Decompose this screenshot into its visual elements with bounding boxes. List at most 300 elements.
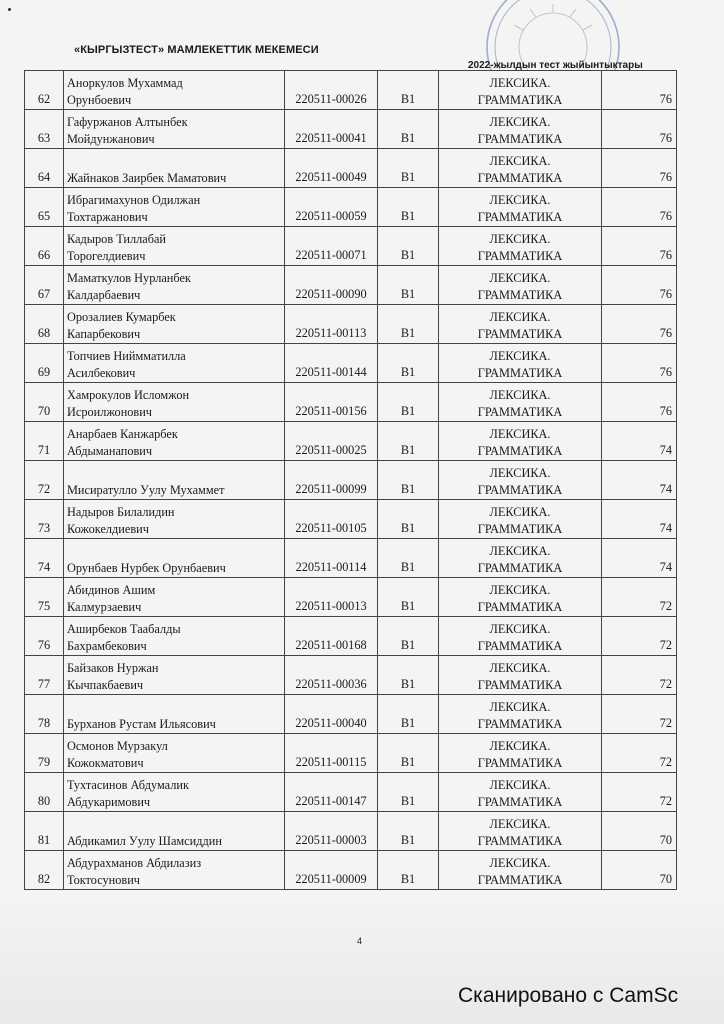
- candidate-code-text: 220511-00113: [295, 326, 367, 340]
- subject-text: ГРАММАТИКА: [477, 444, 563, 458]
- candidate-code: [285, 110, 378, 149]
- person-name: [64, 539, 285, 578]
- row-number-text: 79: [37, 755, 51, 769]
- score-text: 76: [659, 92, 672, 106]
- row-number: [25, 227, 64, 266]
- candidate-code: [285, 500, 378, 539]
- table-row: [25, 461, 677, 500]
- score: [602, 149, 677, 188]
- score-text: 76: [659, 170, 672, 184]
- row-number: [25, 383, 64, 422]
- person-name-text: Кадыров Тиллабай: [67, 232, 167, 246]
- subject-text: ЛЕКСИКА.: [489, 427, 551, 441]
- person-name-text: Анарбаев Канжарбек: [67, 427, 178, 441]
- score: [602, 773, 677, 812]
- level: [378, 266, 439, 305]
- subject: [439, 773, 602, 812]
- subject: [439, 227, 602, 266]
- level: [378, 71, 439, 110]
- person-name: [64, 110, 285, 149]
- subject-text: ГРАММАТИКА: [477, 171, 563, 185]
- score-text: 76: [659, 248, 672, 262]
- score: [602, 539, 677, 578]
- person-name-text: Орунбоевич: [67, 93, 132, 107]
- score: [602, 617, 677, 656]
- person-name: [64, 188, 285, 227]
- row-number: [25, 734, 64, 773]
- level: [378, 656, 439, 695]
- subject-text: ГРАММАТИКА: [477, 756, 563, 770]
- person-name-text: Токтосунович: [67, 873, 140, 887]
- subject-text: ЛЕКСИКА.: [489, 739, 551, 753]
- person-name-text: Торогелдиевич: [67, 249, 146, 263]
- person-name-text: Маматкулов Нурланбек: [67, 271, 191, 285]
- row-number-text: 73: [37, 521, 51, 535]
- subject-text: ГРАММАТИКА: [477, 366, 563, 380]
- subject: [439, 305, 602, 344]
- level: [378, 539, 439, 578]
- subject-text: ЛЕКСИКА.: [489, 544, 551, 558]
- level: [378, 110, 439, 149]
- row-number-text: 77: [37, 677, 51, 691]
- person-name: [64, 461, 285, 500]
- person-name-text: Орозалиев Кумарбек: [67, 310, 176, 324]
- person-name-text: Тухтасинов Абдумалик: [67, 778, 189, 792]
- row-number-text: 68: [37, 326, 51, 340]
- subject-text: ГРАММАТИКА: [477, 561, 563, 575]
- table-row: [25, 617, 677, 656]
- person-name-text: Капарбекович: [67, 327, 141, 341]
- score-text: 76: [659, 326, 672, 340]
- candidate-code: [285, 539, 378, 578]
- person-name: [64, 305, 285, 344]
- score-text: 74: [659, 521, 672, 535]
- scan-watermark: Сканировано с CamSc: [458, 984, 679, 1007]
- level: [378, 422, 439, 461]
- candidate-code: [285, 461, 378, 500]
- subject: [439, 539, 602, 578]
- candidate-code: [285, 305, 378, 344]
- level-text: B1: [400, 677, 416, 691]
- table-row: [25, 227, 677, 266]
- person-name-text: Абдурахманов Абдилазиз: [67, 856, 202, 870]
- subject-text: ЛЕКСИКА.: [489, 76, 551, 90]
- table-row: [25, 422, 677, 461]
- subject-text: ГРАММАТИКА: [477, 483, 563, 497]
- score-text: 72: [659, 638, 672, 652]
- candidate-code-text: 220511-00009: [295, 872, 367, 886]
- subject-text: ЛЕКСИКА.: [489, 271, 551, 285]
- row-number-text: 74: [37, 560, 51, 574]
- row-number-text: 80: [37, 794, 51, 808]
- candidate-code-text: 220511-00003: [295, 833, 367, 847]
- subject: [439, 851, 602, 890]
- person-name-text: Абдикамил Уулу Шамсиддин: [67, 834, 222, 848]
- score-text: 74: [659, 443, 672, 457]
- subject-text: ЛЕКСИКА.: [489, 193, 551, 207]
- level-text: B1: [400, 92, 416, 106]
- score-text: 76: [659, 209, 672, 223]
- person-name-text: Асилбекович: [67, 366, 136, 380]
- subject: [439, 71, 602, 110]
- score: [602, 110, 677, 149]
- subject: [439, 188, 602, 227]
- table-row: [25, 812, 677, 851]
- subject: [439, 656, 602, 695]
- row-number: [25, 110, 64, 149]
- candidate-code-text: 220511-00115: [295, 755, 367, 769]
- score-text: 72: [659, 599, 672, 613]
- person-name-text: Аноркулов Мухаммад: [67, 76, 183, 90]
- score-text: 76: [659, 365, 672, 379]
- score-text: 70: [659, 833, 672, 847]
- subject: [439, 110, 602, 149]
- level-text: B1: [400, 326, 416, 340]
- person-name-text: Топчиев Ниймматилла: [67, 349, 186, 363]
- subject-text: ГРАММАТИКА: [477, 93, 563, 107]
- subject-text: ЛЕКСИКА.: [489, 310, 551, 324]
- level: [378, 851, 439, 890]
- person-name-text: Исроилжонович: [67, 405, 152, 419]
- table-row: [25, 773, 677, 812]
- person-name-text: Гафуржанов Алтынбек: [67, 115, 188, 129]
- candidate-code-text: 220511-00105: [295, 521, 367, 535]
- candidate-code-text: 220511-00059: [295, 209, 367, 223]
- score: [602, 656, 677, 695]
- level: [378, 383, 439, 422]
- page-number: 4: [357, 936, 363, 946]
- level-text: B1: [400, 365, 416, 379]
- results-table-body: [25, 71, 677, 890]
- level-text: B1: [400, 716, 416, 730]
- subject-text: ГРАММАТИКА: [477, 639, 563, 653]
- score-text: 76: [659, 131, 672, 145]
- row-number: [25, 656, 64, 695]
- row-number-text: 66: [37, 248, 51, 262]
- level: [378, 773, 439, 812]
- score: [602, 383, 677, 422]
- person-name: [64, 734, 285, 773]
- person-name-text: Бахрамбекович: [67, 639, 147, 653]
- table-row: [25, 656, 677, 695]
- row-number: [25, 266, 64, 305]
- subject: [439, 344, 602, 383]
- level-text: B1: [400, 638, 416, 652]
- scan-dot: [8, 8, 11, 11]
- row-number-text: 81: [37, 833, 51, 847]
- level-text: B1: [400, 443, 416, 457]
- level-text: B1: [400, 872, 416, 886]
- candidate-code: [285, 734, 378, 773]
- candidate-code: [285, 851, 378, 890]
- person-name-text: Кычпакбаевич: [67, 678, 144, 692]
- subject: [439, 695, 602, 734]
- person-name: [64, 500, 285, 539]
- level: [378, 617, 439, 656]
- row-number-text: 65: [37, 209, 51, 223]
- person-name-text: Абдукаримович: [67, 795, 151, 809]
- subject-text: ЛЕКСИКА.: [489, 388, 551, 402]
- candidate-code-text: 220511-00156: [295, 404, 367, 418]
- row-number: [25, 851, 64, 890]
- subject-text: ГРАММАТИКА: [477, 327, 563, 341]
- person-name-text: Калдарбаевич: [67, 288, 141, 302]
- level: [378, 500, 439, 539]
- results-table: [24, 70, 677, 890]
- candidate-code: [285, 422, 378, 461]
- score-text: 74: [659, 482, 672, 496]
- row-number-text: 70: [37, 404, 51, 418]
- candidate-code-text: 220511-00090: [295, 287, 367, 301]
- candidate-code-text: 220511-00071: [295, 248, 367, 262]
- row-number: [25, 578, 64, 617]
- organization-header: «КЫРГЫЗТЕСТ» МАМЛЕКЕТТИК МЕКЕМЕСИ: [74, 44, 319, 56]
- row-number-text: 78: [37, 716, 51, 730]
- score: [602, 71, 677, 110]
- person-name: [64, 578, 285, 617]
- person-name-text: Абдыманапович: [67, 444, 153, 458]
- subject: [439, 149, 602, 188]
- row-number: [25, 149, 64, 188]
- candidate-code: [285, 149, 378, 188]
- score-text: 72: [659, 716, 672, 730]
- level-text: B1: [400, 482, 416, 496]
- score-text: 72: [659, 794, 672, 808]
- row-number: [25, 773, 64, 812]
- person-name-text: Кожокматович: [67, 756, 144, 770]
- score: [602, 734, 677, 773]
- level-text: B1: [400, 521, 416, 535]
- table-row: [25, 500, 677, 539]
- subject-text: ЛЕКСИКА.: [489, 115, 551, 129]
- row-number-text: 71: [37, 443, 51, 457]
- table-row: [25, 578, 677, 617]
- candidate-code-text: 220511-00168: [295, 638, 367, 652]
- subject-text: ЛЕКСИКА.: [489, 349, 551, 363]
- candidate-code: [285, 266, 378, 305]
- row-number-text: 69: [37, 365, 51, 379]
- candidate-code: [285, 188, 378, 227]
- candidate-code: [285, 656, 378, 695]
- row-number: [25, 188, 64, 227]
- table-row: [25, 383, 677, 422]
- subject: [439, 617, 602, 656]
- table-row: [25, 266, 677, 305]
- person-name: [64, 149, 285, 188]
- subject: [439, 422, 602, 461]
- subject-text: ГРАММАТИКА: [477, 873, 563, 887]
- person-name: [64, 266, 285, 305]
- table-row: [25, 149, 677, 188]
- score: [602, 305, 677, 344]
- score: [602, 812, 677, 851]
- score-text: 74: [659, 560, 672, 574]
- candidate-code: [285, 812, 378, 851]
- level: [378, 812, 439, 851]
- subject-text: ГРАММАТИКА: [477, 834, 563, 848]
- subject: [439, 812, 602, 851]
- level-text: B1: [400, 209, 416, 223]
- row-number: [25, 812, 64, 851]
- level-text: B1: [400, 170, 416, 184]
- score: [602, 227, 677, 266]
- row-number-text: 72: [37, 482, 51, 496]
- candidate-code: [285, 344, 378, 383]
- candidate-code-text: 220511-00036: [295, 677, 367, 691]
- score: [602, 578, 677, 617]
- level-text: B1: [400, 599, 416, 613]
- person-name: [64, 773, 285, 812]
- table-row: [25, 110, 677, 149]
- subject-text: ЛЕКСИКА.: [489, 778, 551, 792]
- score-text: 76: [659, 287, 672, 301]
- person-name: [64, 617, 285, 656]
- score: [602, 500, 677, 539]
- score: [602, 695, 677, 734]
- person-name-text: Мисиратулло Уулу Мухаммет: [67, 483, 225, 497]
- row-number: [25, 500, 64, 539]
- row-number: [25, 422, 64, 461]
- row-number-text: 67: [37, 287, 51, 301]
- level: [378, 578, 439, 617]
- level: [378, 734, 439, 773]
- person-name-text: Хамрокулов Исломжон: [67, 388, 190, 402]
- score: [602, 344, 677, 383]
- person-name-text: Абидинов Ашим: [67, 583, 156, 597]
- person-name: [64, 227, 285, 266]
- candidate-code: [285, 773, 378, 812]
- subject-text: ГРАММАТИКА: [477, 795, 563, 809]
- candidate-code-text: 220511-00147: [295, 794, 367, 808]
- subject-text: ЛЕКСИКА.: [489, 817, 551, 831]
- candidate-code-text: 220511-00025: [295, 443, 367, 457]
- subject-text: ГРАММАТИКА: [477, 210, 563, 224]
- subject-text: ЛЕКСИКА.: [489, 505, 551, 519]
- subject-text: ЛЕКСИКА.: [489, 700, 551, 714]
- row-number-text: 76: [37, 638, 51, 652]
- row-number-text: 82: [37, 872, 51, 886]
- level: [378, 149, 439, 188]
- subject-text: ЛЕКСИКА.: [489, 622, 551, 636]
- row-number: [25, 305, 64, 344]
- candidate-code-text: 220511-00114: [295, 560, 367, 574]
- candidate-code: [285, 71, 378, 110]
- subject-text: ЛЕКСИКА.: [489, 232, 551, 246]
- score: [602, 422, 677, 461]
- person-name: [64, 695, 285, 734]
- score: [602, 461, 677, 500]
- candidate-code-text: 220511-00049: [295, 170, 367, 184]
- row-number-text: 75: [37, 599, 51, 613]
- level-text: B1: [400, 404, 416, 418]
- level-text: B1: [400, 755, 416, 769]
- candidate-code-text: 220511-00041: [295, 131, 367, 145]
- subject: [439, 578, 602, 617]
- level-text: B1: [400, 794, 416, 808]
- row-number: [25, 461, 64, 500]
- subject-text: ГРАММАТИКА: [477, 600, 563, 614]
- person-name-text: Бурханов Рустам Ильясович: [67, 717, 216, 731]
- person-name-text: Аширбеков Таабалды: [67, 622, 181, 636]
- subject-text: ЛЕКСИКА.: [489, 661, 551, 675]
- table-row: [25, 695, 677, 734]
- person-name: [64, 851, 285, 890]
- subject-text: ЛЕКСИКА.: [489, 154, 551, 168]
- table-row: [25, 188, 677, 227]
- person-name-text: Орунбаев Нурбек Орунбаевич: [67, 561, 226, 575]
- level: [378, 188, 439, 227]
- subject: [439, 461, 602, 500]
- subject-text: ГРАММАТИКА: [477, 522, 563, 536]
- level-text: B1: [400, 248, 416, 262]
- candidate-code-text: 220511-00040: [295, 716, 367, 730]
- person-name: [64, 344, 285, 383]
- subject-text: ГРАММАТИКА: [477, 678, 563, 692]
- candidate-code: [285, 227, 378, 266]
- row-number-text: 64: [37, 170, 51, 184]
- subject: [439, 734, 602, 773]
- score: [602, 266, 677, 305]
- table-row: [25, 305, 677, 344]
- row-number-text: 62: [37, 92, 51, 106]
- table-row: [25, 734, 677, 773]
- level: [378, 227, 439, 266]
- score-text: 72: [659, 677, 672, 691]
- table-row: [25, 539, 677, 578]
- person-name: [64, 812, 285, 851]
- subject-text: ГРАММАТИКА: [477, 249, 563, 263]
- table-row: [25, 344, 677, 383]
- subject-text: ГРАММАТИКА: [477, 132, 563, 146]
- candidate-code-text: 220511-00099: [295, 482, 367, 496]
- row-number: [25, 71, 64, 110]
- score-text: 76: [659, 404, 672, 418]
- row-number: [25, 617, 64, 656]
- subject: [439, 383, 602, 422]
- person-name: [64, 383, 285, 422]
- person-name-text: Калмурзаевич: [67, 600, 142, 614]
- subject: [439, 500, 602, 539]
- row-number-text: 63: [37, 131, 51, 145]
- candidate-code: [285, 617, 378, 656]
- candidate-code-text: 220511-00013: [295, 599, 367, 613]
- candidate-code: [285, 383, 378, 422]
- person-name-text: Байзаков Нуржан: [67, 661, 159, 675]
- subject-text: ЛЕКСИКА.: [489, 466, 551, 480]
- results-title: 2022-жылдын тест жыйынтыктары: [468, 60, 643, 71]
- candidate-code: [285, 578, 378, 617]
- candidate-code: [285, 695, 378, 734]
- person-name-text: Мойдунжанович: [67, 132, 155, 146]
- person-name: [64, 422, 285, 461]
- level-text: B1: [400, 131, 416, 145]
- score: [602, 851, 677, 890]
- score-text: 72: [659, 755, 672, 769]
- level-text: B1: [400, 287, 416, 301]
- person-name: [64, 71, 285, 110]
- person-name-text: Жайнаков Заирбек Маматович: [67, 171, 227, 185]
- level: [378, 305, 439, 344]
- level-text: B1: [400, 833, 416, 847]
- score-text: 70: [659, 872, 672, 886]
- person-name-text: Осмонов Мурзакул: [67, 739, 168, 753]
- person-name-text: Кожокелдиевич: [67, 522, 149, 536]
- subject-text: ГРАММАТИКА: [477, 405, 563, 419]
- level-text: B1: [400, 560, 416, 574]
- subject-text: ГРАММАТИКА: [477, 288, 563, 302]
- table-row: [25, 851, 677, 890]
- subject-text: ГРАММАТИКА: [477, 717, 563, 731]
